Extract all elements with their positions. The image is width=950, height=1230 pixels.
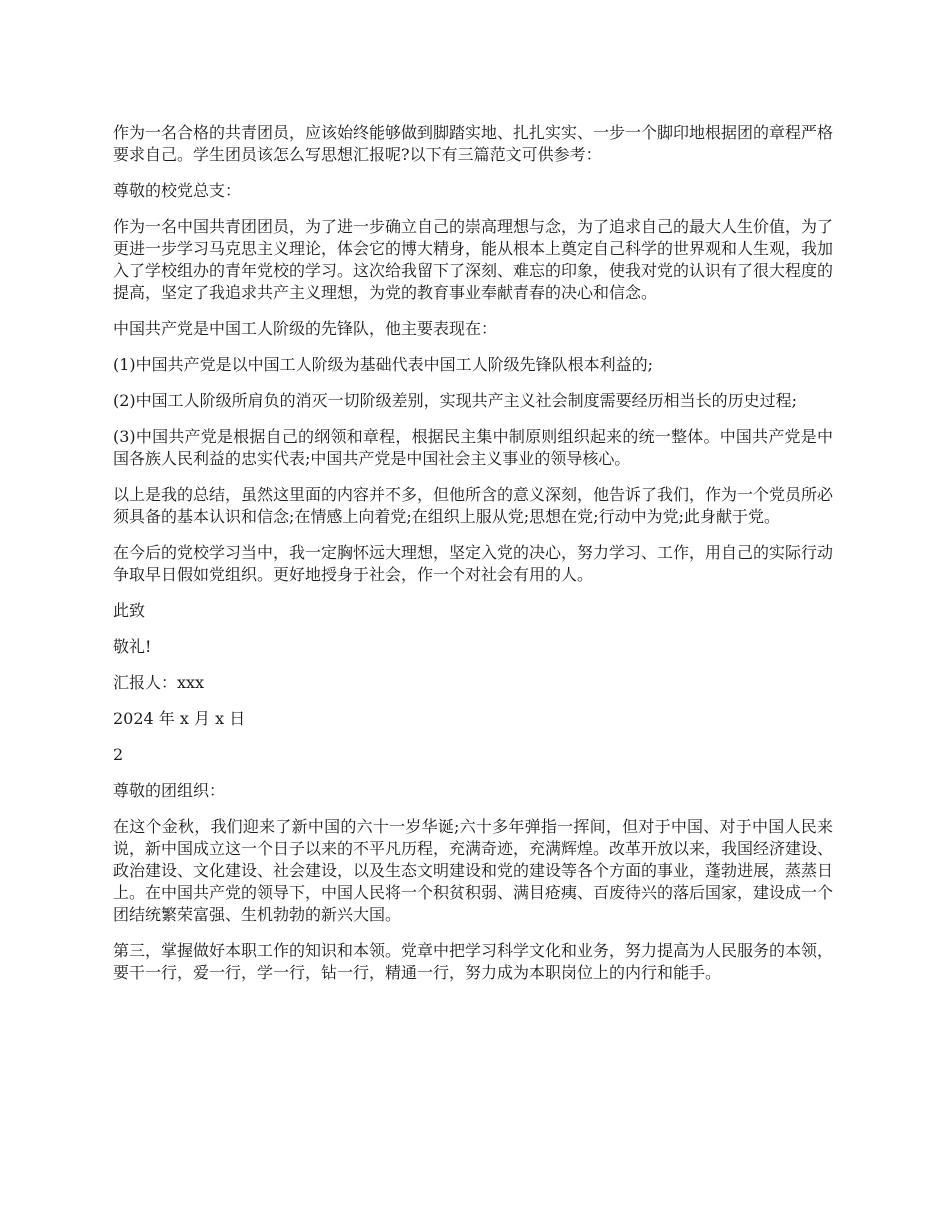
body-paragraph: 以上是我的总结，虽然这里面的内容并不多，但他所含的意义深刻，他告诉了我们，作为一个党员所必须具备的基本认识和信念;在情感上向着党;在组织上服从党;思想在党;行动中为党;此身献于党。 [113,485,834,526]
list-item: (1)中国共产党是以中国工人阶级为基础代表中国工人阶级先锋队根本利益的; [113,355,654,374]
salutation-2: 尊敬的团组织： [113,781,226,800]
list-item: (2)中国工人阶级所肩负的消灭一切阶级差别，实现共产主义社会制度需要经历相当长的历史过程; [113,391,798,410]
body-paragraph: 在今后的党校学习当中，我一定胸怀远大理想，坚定入党的决心，努力学习、工作，用自己的实际行动争取早日假如党组织。更好地授身于社会，作一个对社会有用的人。 [113,543,834,584]
date-line: 2024 年 x 月 x 日 [113,709,246,728]
intro-paragraph: 作为一名合格的共青团员，应该始终能够做到脚踏实地、扎扎实实、一步一个脚印地根据团的章程严格要求自己。学生团员该怎么写思想汇报呢?以下有三篇范文可供参考： [113,123,834,164]
body-paragraph: 作为一名中国共青团团员，为了进一步确立自己的崇高理想与念，为了追求自己的最大人生价值，为了更进一步学习马克思主义理论，体会它的博大精身，能从根本上奠定自己科学的世界观和人生观，我加入了学校组办的青年党校的学习。这次给我留下了深刻、难忘的印象，使我对党的认识有了很大程度的提高，坚定了我追求共产主义理想，为党的教育事业奉献青春的决心和信念。 [113,217,834,302]
closing-line: 此致 [113,601,146,620]
section-number: 2 [113,745,124,764]
body-paragraph: 中国共产党是中国工人阶级的先锋队，他主要表现在： [113,319,498,338]
salutation-1: 尊敬的校党总支： [113,181,242,200]
document-page [113,122,833,998]
list-item: (3)中国共产党是根据自己的纲领和章程，根据民主集中制原则组织起来的统一整体。中国共产党是中国各族人民利益的忠实代表;中国共产党是中国社会主义事业的领导核心。 [113,427,833,468]
closing-line: 敬礼! [113,637,152,656]
body-paragraph: 第三，掌握做好本职工作的知识和本领。党章中把学习科学文化和业务，努力提高为人民服务的本领，要干一行，爱一行，学一行，钻一行，精通一行，努力成为本职岗位上的内行和能手。 [113,941,834,982]
body-paragraph: 在这个金秋，我们迎来了新中国的六十一岁华诞;六十多年弹指一挥间，但对于中国、对于中国人民来说，新中国成立这一个日子以来的不平凡历程，充满奇迹，充满辉煌。改革开放以来，我国经济建设、政治建设、文化建设、社会建设，以及生态文明建设和党的建设等各个方面的事业，蓬勃进展，蒸蒸日上。在中国共产党的领导下，中国人民将一个积贫积弱、满目疮痍、百废待兴的落后国家，建设成一个团结统繁荣富强、生机勃勃的新兴大国。 [113,817,834,924]
reporter-line: 汇报人：xxx [113,673,205,692]
